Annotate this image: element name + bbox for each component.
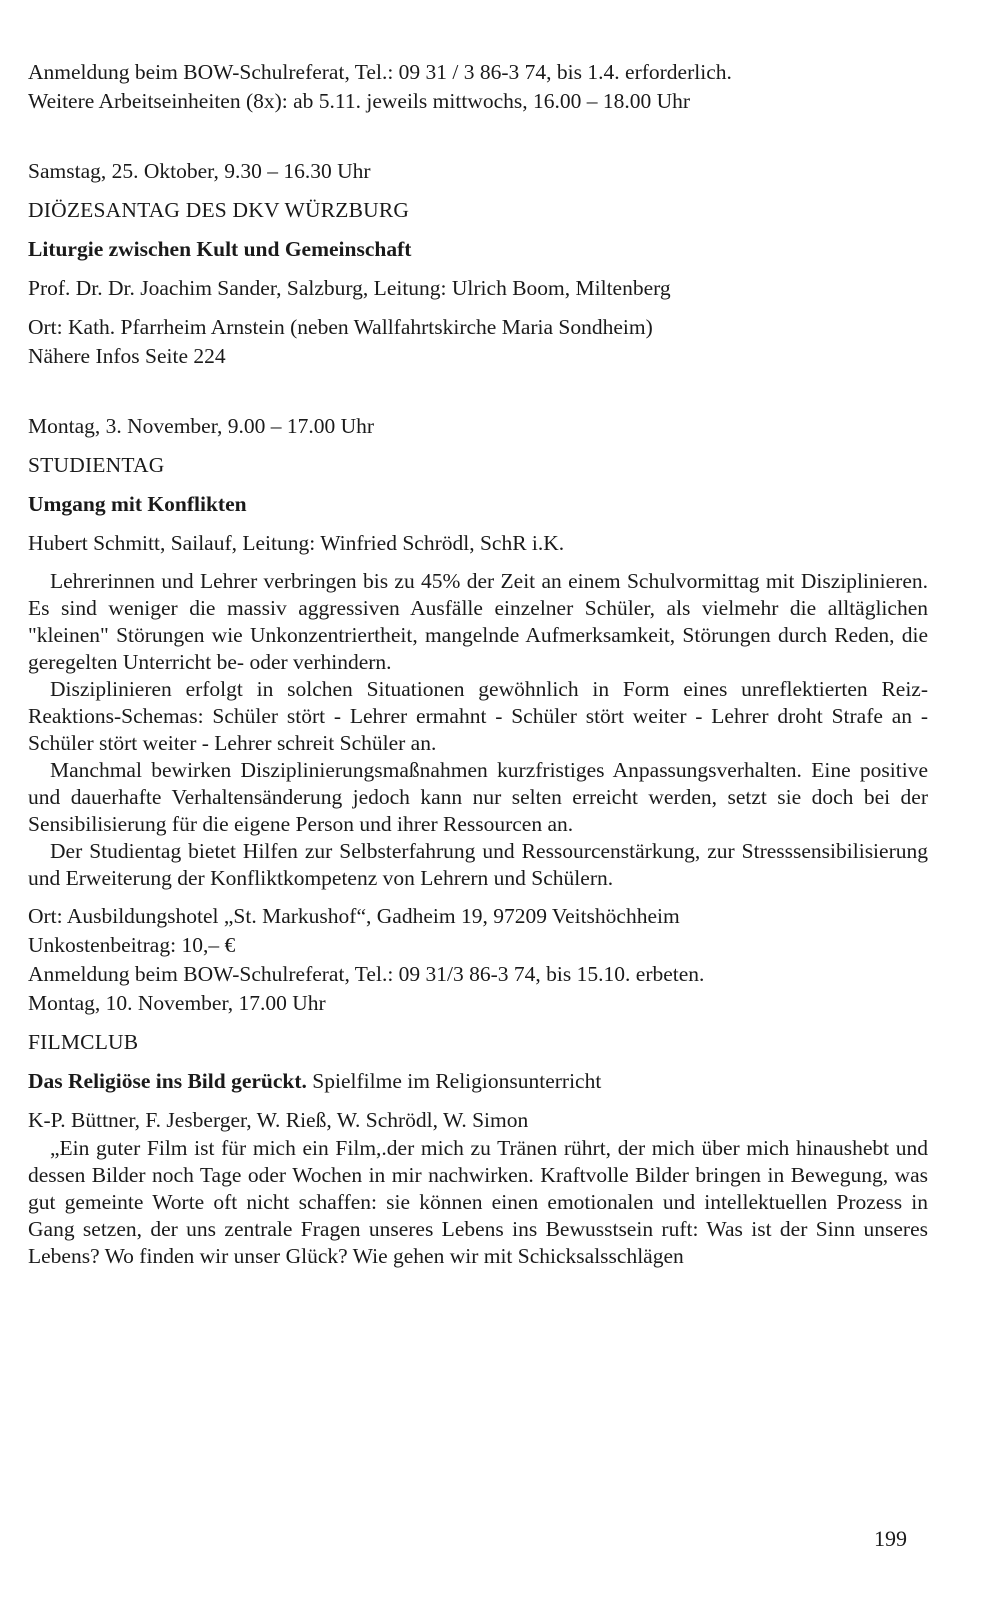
event-category: DIÖZESANTAG DES DKV WÜRZBURG [28, 198, 410, 222]
event-category: FILMCLUB [28, 1030, 139, 1054]
event-title-bold: Das Religiöse ins Bild gerückt. [28, 1069, 307, 1093]
event-location: Ort: Ausbildungshotel „St. Markushof“, Gadheim 19, 97209 Veitshöchheim [28, 904, 680, 928]
event-date: Samstag, 25. Oktober, 9.30 – 16.30 Uhr [28, 159, 371, 183]
event-category: STUDIENTAG [28, 453, 165, 477]
event-description [28, 568, 928, 892]
event-subtitle: Spielfilme im Religionsunterricht [306, 1069, 602, 1093]
event-registration: Anmeldung beim BOW-Schulreferat, Tel.: 09 31/3 86-3 74, bis 15.10. erbeten. [28, 962, 705, 986]
event-studientag [28, 412, 928, 989]
description-paragraph: Lehrerinnen und Lehrer verbringen bis zu 45% der Zeit an einem Schulvormittag mit Disziplinieren. Es sind weniger die massiv aggressiven Ausfälle einzelner Schüler, als vielmehr die alltäglichen "kleinen" Störungen wie Unkonzentriertheit, mangelnde Aufmerksamkeit, Störungen durch Reden, die geregelten Unterricht be- oder verhindern. [28, 569, 928, 674]
event-title [28, 1067, 928, 1096]
event-title: Liturgie zwischen Kult und Gemeinschaft [28, 237, 412, 261]
event-location: Ort: Kath. Pfarrheim Arnstein (neben Wallfahrtskirche Maria Sondheim) [28, 315, 653, 339]
intro-sessions: Weitere Arbeitseinheiten (8x): ab 5.11. jeweils mittwochs, 16.00 – 18.00 Uhr [28, 89, 691, 113]
event-date: Montag, 10. November, 17.00 Uhr [28, 991, 326, 1015]
intro-registration: Anmeldung beim BOW-Schulreferat, Tel.: 09 31 / 3 86-3 74, bis 1.4. erforderlich. [28, 60, 732, 84]
description-paragraph: Disziplinieren erfolgt in solchen Situationen gewöhnlich in Form eines unreflektierten Reiz-Reaktions-Schemas: Schüler stört - Lehrer ermahnt - Schüler stört weiter - Lehrer droht Strafe an - Schüler stört weiter - Lehrer schreit Schüler an. [28, 677, 928, 755]
event-info: Nähere Infos Seite 224 [28, 344, 226, 368]
event-date: Montag, 3. November, 9.00 – 17.00 Uhr [28, 414, 375, 438]
event-filmclub [28, 989, 928, 1270]
event-title: Umgang mit Konflikten [28, 492, 247, 516]
event-dioezesantag [28, 157, 928, 371]
event-speakers: Hubert Schmitt, Sailauf, Leitung: Winfried Schrödl, SchR i.K. [28, 531, 565, 555]
event-speakers: Prof. Dr. Dr. Joachim Sander, Salzburg, Leitung: Ulrich Boom, Miltenberg [28, 276, 671, 300]
description-paragraph: „Ein guter Film ist für mich ein Film,.der mich zu Tränen rührt, der mich über mich hinaushebt und dessen Bilder noch Tage oder Wochen in mir nachwirken. Kraftvolle Bilder bringen in Bewegung, was gut gemeinte Worte oft nicht schaffen: sie können einen emotionalen und intellektuellen Prozess in Gang setzen, der uns zentrale Fragen unseres Lebens ins Bewusstsein ruft: Was ist der Sinn unseres Lebens? Wo finden wir unser Glück? Wie gehen wir mit Schicksalsschlägen [28, 1136, 928, 1268]
event-speakers: K-P. Büttner, F. Jesberger, W. Rieß, W. Schrödl, W. Simon [28, 1108, 529, 1132]
page-number: 199 [874, 1526, 907, 1551]
page-content [28, 58, 928, 1270]
description-paragraph: Manchmal bewirken Disziplinierungsmaßnahmen kurzfristiges Anpassungsverhalten. Eine positive und dauerhafte Verhaltensänderung jedoch kann nur selten erreicht werden, setzt sie doch bei der Sensibilisierung für die eigene Person und ihrer Ressourcen an. [28, 758, 928, 836]
event-fee: Unkostenbeitrag: 10,– € [28, 933, 236, 957]
description-paragraph: Der Studientag bietet Hilfen zur Selbsterfahrung und Ressourcenstärkung, zur Stresssensibilisierung und Erweiterung der Konfliktkompetenz von Lehrern und Schülern. [28, 839, 928, 890]
